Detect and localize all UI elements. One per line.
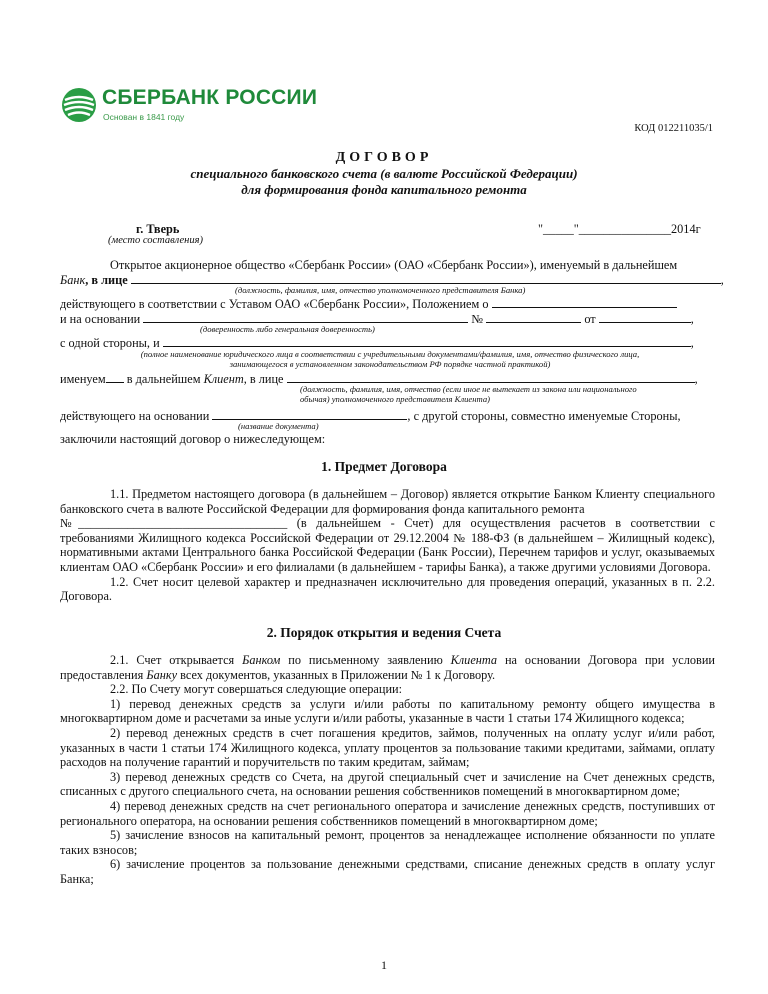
operation-item-1: 1) перевод денежных средств за услуги и/или работы по капитальному ремонту общего имущества в многоквартирном доме и расчетами за иные услуги и/или работы, указанные в части 1 статьи 174 Жилищного кодекса;: [60, 696, 715, 726]
client-in-person-label: , в лице: [243, 372, 284, 386]
operation-item-3: 3) перевод денежных средств со Счета, на другой специальный счет и зачисление на Счет денежных средств, списанных с другого специального счета, на основании решения собственников помещений в многоквартирном доме;: [60, 769, 715, 799]
page-number: 1: [381, 958, 387, 972]
section-1-title: 1. Предмет Договора: [321, 459, 447, 474]
regulation-field[interactable]: [492, 296, 677, 308]
parties-line-2: Банк, в лице ,: [60, 273, 724, 287]
client-term: Клиента: [450, 653, 498, 667]
number-label: №: [471, 312, 484, 326]
caption-client-name-2: занимающегося в установленном законодательством РФ порядке частной практикой): [229, 359, 551, 369]
bank-term: Банк: [60, 273, 86, 287]
clause-2-1-text-c: на основании Договора при условии предоставления: [60, 653, 716, 682]
brand-tagline: Основан в 1841 году: [103, 112, 185, 122]
other-party-label: с одной стороны, и: [60, 336, 160, 350]
client-name-field[interactable]: [163, 335, 691, 347]
clause-1-2: 1.2. Счет носит целевой характер и предназначен исключительно для проведения операций, указанных в п. 2.2. Договора.: [60, 574, 715, 604]
clause-2-2: 2.2. По Счету могут совершаться следующие операции:: [110, 682, 403, 697]
sberbank-logo: [60, 84, 320, 130]
bank-term: Банком: [242, 653, 281, 667]
operation-item-4: 4) перевод денежных средств на счет регионального оператора и зачисление денежных средств, поступивших от регионального оператора, на основании решения собственников помещений в многоквартирном доме;: [60, 798, 715, 828]
power-of-attorney-field[interactable]: [143, 311, 468, 323]
operation-item-6: 6) зачисление процентов за пользование денежными средствами, списание денежных средств в оплату услуг Банка;: [60, 857, 715, 886]
client-term: Клиент: [203, 372, 244, 386]
document-subtitle-2: для формирования фонда капитального ремонта: [241, 182, 527, 197]
clause-2-1-text-d: всех документов, указанных в Приложении № 1 к Договору.: [180, 667, 496, 682]
parties-line-7: [60, 408, 715, 423]
document-title: ДОГОВОР: [335, 150, 433, 165]
basis-document-field[interactable]: [212, 408, 407, 420]
parties-line-8: заключили настоящий договор о нижеследующем:: [60, 432, 326, 446]
caption-bank-rep: (должность, фамилия, имя, отчество уполномоченного представителя Банка): [235, 285, 526, 295]
named-suffix-field[interactable]: [106, 371, 124, 383]
section-1-body: [60, 487, 715, 604]
bank-term: Банку: [146, 667, 178, 682]
caption-client-rep-2: обычая) уполномоченного представителя Клиента): [300, 394, 490, 404]
clause-1-1-b: №__________________________________ (в дальнейшем - Счет) для осуществления расчетов в соответствии с требованиями Жилищного кодекса Российской Федерации от 29.12.2004 № 188-ФЗ (в дальнейшем – Жилищный кодекс), нормативными актами Центрального банка Российской Федерации (Банк России), Перечнем тарифов и услуг, оказываемых клиентам ОАО «Сбербанк России» и его филиалами (в дальнейшем - тарифы Банка), а также другими условиями Договора.: [60, 516, 715, 574]
parties-line-5: с одной стороны, и ,: [60, 336, 694, 350]
from-label: от: [584, 312, 596, 326]
sberbank-logo-icon: [60, 86, 98, 124]
client-representative-field[interactable]: [287, 371, 695, 383]
charter-text: действующего в соответствии с Уставом ОАО «Сбербанк России», Положением о: [60, 297, 489, 311]
section-2-body: [60, 653, 715, 887]
operation-item-2: 2) перевод денежных средств в счет погашения кредитов, займов, полученных на оплату услуг и/или работ, указанных в части 1 статьи 174 Жилищного кодекса, уплату процентов за пользование такими кредитами, займами, оплату расходов на получение гарантий и поручительств по таким кредитам, займам;: [60, 725, 715, 770]
operation-item-5: 5) зачисление взносов на капитальный ремонт, процентов за ненадлежащее исполнение обязанности по уплате таких взносов;: [60, 828, 715, 857]
poa-date-field[interactable]: [599, 311, 691, 323]
basis-label: и на основании: [60, 312, 141, 326]
document-code: КОД 012211035/1: [634, 123, 713, 134]
contract-date: "_____"_______________2014г: [538, 222, 701, 236]
caption-client-rep-1: (должность, фамилия, имя, отчество (если иное не вытекает из закона или национального: [300, 384, 637, 394]
brand-name: СБЕРБАНК РОССИИ: [102, 86, 318, 109]
caption-client-name-1: (полное наименование юридического лица в соответствии с учредительными документами/фамилия, имя, отчество физического лица,: [140, 349, 640, 359]
poa-number-field[interactable]: [486, 311, 581, 323]
section-2-title: 2. Порядок открытия и ведения Счета: [266, 625, 502, 640]
jointly-label: , с другой стороны, совместно именуемые Стороны,: [407, 409, 681, 423]
named-label: именуем: [60, 372, 106, 386]
parties-line-6: именуем в дальнейшем Клиент, в лице ,: [60, 372, 698, 386]
parties-line-4: и на основании № от ,: [60, 312, 694, 326]
clause-2-1: [60, 653, 715, 682]
document-subtitle-1: специального банковского счета (в валюте Российской Федерации): [190, 166, 578, 181]
place-caption: (место составления): [108, 235, 204, 246]
acting-basis-label: действующего на основании: [60, 409, 210, 423]
parties-line-1: Открытое акционерное общество «Сбербанк России» (ОАО «Сбербанк России»), именуемый в дальнейшем: [110, 258, 678, 272]
parties-line-3: [60, 296, 715, 311]
hereinafter-label: в дальнейшем: [123, 372, 201, 386]
in-person-label: , в лице: [85, 273, 128, 287]
caption-doc-name: (название документа): [238, 421, 319, 431]
clause-1-1-a: 1.1. Предметом настоящего договора (в дальнейшем – Договор) является открытие Банком Клиенту специального банковского счета в валюте Российской Федерации для формирования фонда капитального ремонта: [60, 487, 715, 516]
place-city: г. Тверь: [136, 222, 180, 236]
clause-2-1-text-a: 2.1. Счет открывается: [110, 653, 235, 667]
bank-representative-field[interactable]: [131, 272, 721, 284]
clause-2-1-text-b: по письменному заявлению: [288, 653, 443, 667]
caption-poa: (доверенность либо генеральная доверенность): [200, 324, 375, 334]
